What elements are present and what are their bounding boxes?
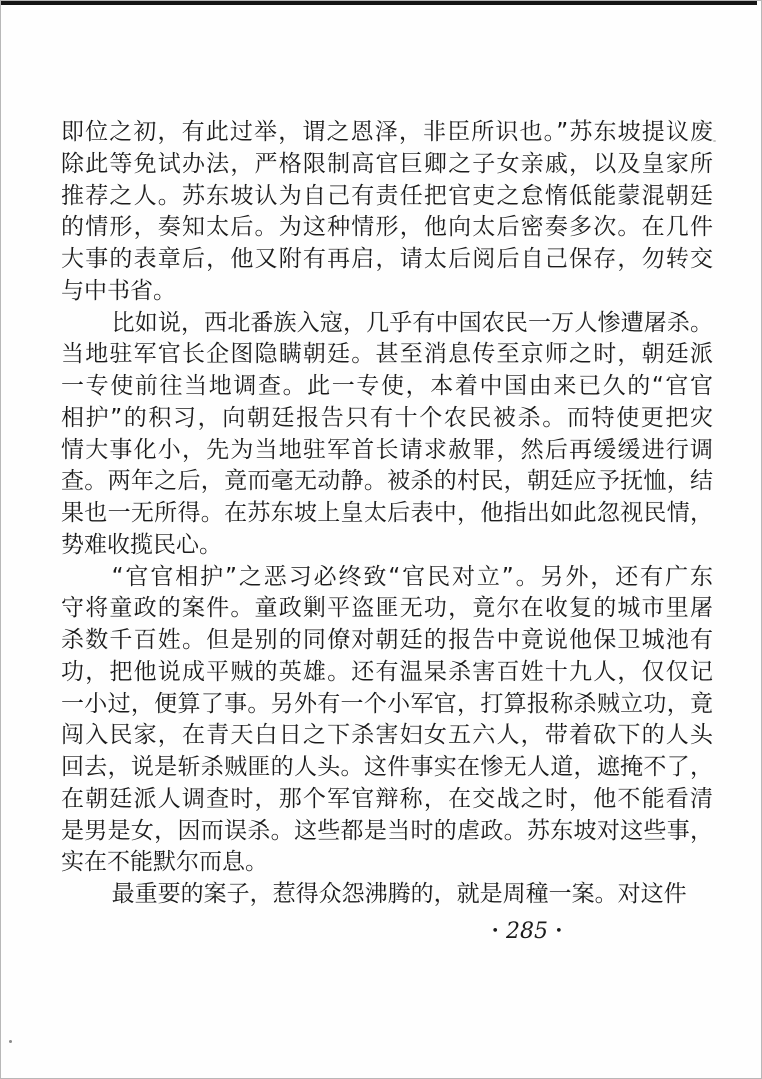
text-line: 的情形，奏知太后。为这种情形，他向太后密奏多次。在几件 xyxy=(61,214,713,241)
text-line: 势难收揽民心。 xyxy=(61,531,222,558)
text-line: 除此等免试办法，严格限制高官巨卿之子女亲戚，以及皇家所 xyxy=(61,150,713,177)
text-line: 一专使前往当地调查。此一专使，本着中国由来已久的“官官 xyxy=(61,373,713,399)
paragraph xyxy=(61,308,713,562)
text-line: 情大事化小，先为当地驻军首长请求赦罪，然后再缓缓进行调 xyxy=(61,436,713,463)
text-line: 是男是女，因而误杀。这些都是当时的虐政。苏东坡对这些事， xyxy=(61,817,713,844)
text-line: 相护”的积习，向朝廷报告只有十个农民被杀。而特使更把灾 xyxy=(61,404,713,431)
page-footer xyxy=(457,919,597,944)
text-line: 当地驻军官长企图隐瞒朝廷。甚至消息传至京师之时，朝廷派 xyxy=(61,341,713,368)
paragraph xyxy=(61,879,713,911)
footer-ornament-left: • xyxy=(491,924,499,939)
scan-speck xyxy=(713,140,716,142)
paragraph xyxy=(61,562,713,880)
text-line: 回去，说是斩杀贼匪的人头。这件事实在惨无人道，遮掩不了， xyxy=(61,754,713,780)
text-line: 功，把他说成平贼的英雄。还有温杲杀害百姓十九人，仅仅记 xyxy=(61,658,713,685)
text-line: 果也一无所得。在苏东坡上皇太后表中，他指出如此忽视民情， xyxy=(61,500,713,526)
text-line: 推荐之人。苏东坡认为自己有责任把官吏之怠惰低能蒙混朝廷 xyxy=(61,182,713,209)
text-line: 最重要的案子，惹得众怨沸腾的，就是周穜一案。对这件 xyxy=(111,881,687,907)
body-text xyxy=(61,117,713,911)
text-line: 与中书省。 xyxy=(61,277,176,304)
text-line: 比如说，西北番族入寇，几乎有中国农民一万人惨遭屠杀。 xyxy=(111,309,713,336)
text-line: 杀数千百姓。但是别的同僚对朝廷的报告中竟说他保卫城池有 xyxy=(61,627,713,653)
paragraph xyxy=(61,117,713,308)
footer-ornament-right: • xyxy=(555,924,563,939)
text-line: 守将童政的案件。童政剿平盗匪无功，竟尔在收复的城市里屠 xyxy=(61,595,713,622)
scan-speck xyxy=(9,1040,12,1043)
text-line: “官官相护”之恶习必终致“官民对立”。另外，还有广东 xyxy=(111,563,713,590)
text-line: 大事的表章后，他又附有再启，请太后阅后自己保存，勿转交 xyxy=(61,246,713,272)
scan-border-top xyxy=(1,1,757,5)
text-line: 查。两年之后，竟而毫无动静。被杀的村民，朝廷应予抚恤，结 xyxy=(61,468,713,495)
page-number: 285 xyxy=(506,919,548,944)
text-line: 闯入民家，在青天白日之下杀害妇女五六人，带着砍下的人头 xyxy=(61,722,713,749)
text-line: 即位之初，有此过举，谓之恩泽，非臣所识也。”苏东坡提议废 xyxy=(61,119,713,145)
text-line: 实在不能默尔而息。 xyxy=(61,849,268,876)
text-line: 一小过，便算了事。另外有一个小军官，打算报称杀贼立功，竟 xyxy=(61,690,713,717)
text-line: 在朝廷派人调查时，那个军官辩称，在交战之时，他不能看清 xyxy=(61,785,713,812)
